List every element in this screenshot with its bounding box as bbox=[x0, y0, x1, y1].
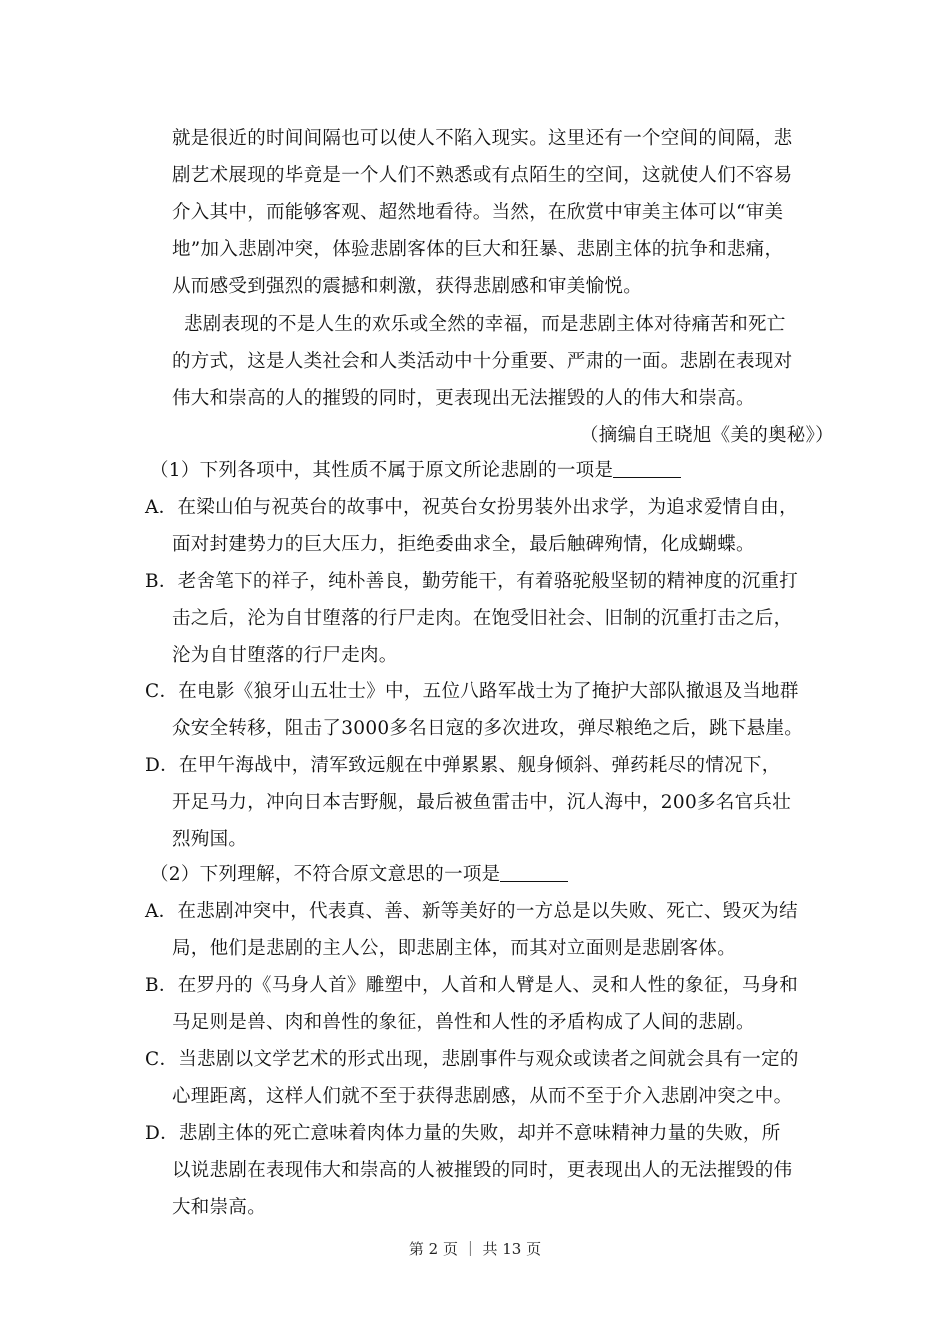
q2-option-d-line: 大和崇高。 bbox=[172, 1197, 267, 1218]
q2-option-b-line: 马足则是兽、肉和兽性的象征，兽性和人性的矛盾构成了人间的悲剧。 bbox=[172, 1012, 755, 1033]
q1-option-c-line: 众安全转移，阻击了3000多名日寇的多次进攻，弹尽粮绝之后，跳下悬崖。 bbox=[172, 718, 804, 739]
question-1-text: （1）下列各项中，其性质不属于原文所论悲剧的一项是 bbox=[150, 460, 614, 481]
passage-line: 就是很近的时间间隔也可以使人不陷入现实。这里还有一个空间的间隔，悲 bbox=[172, 128, 793, 149]
q1-option-b-line: 沦为自甘堕落的行尸走肉。 bbox=[172, 645, 398, 666]
q1-option-b-line: B．老舍笔下的祥子，纯朴善良，勤劳能干，有着骆驼般坚韧的精神度的沉重打 bbox=[145, 571, 799, 592]
passage-line: 的方式，这是人类社会和人类活动中十分重要、严肃的一面。悲剧在表现对 bbox=[172, 351, 793, 372]
q1-option-b-line: 击之后，沦为自甘堕落的行尸走肉。在饱受旧社会、旧制的沉重打击之后， bbox=[172, 608, 793, 629]
passage-line: 地”加入悲剧冲突，体验悲剧客体的巨大和狂暴、悲剧主体的抗争和悲痛， bbox=[172, 239, 784, 260]
q2-option-a-line: 局，他们是悲剧的主人公，即悲剧主体，而其对立面则是悲剧客体。 bbox=[172, 938, 737, 959]
question-2-text: （2）下列理解，不符合原文意思的一项是 bbox=[150, 864, 501, 885]
passage-line: 伟大和崇高的人的摧毁的同时，更表现出无法摧毁的人的伟大和崇高。 bbox=[172, 388, 755, 409]
q2-option-c-line: 心理距离，这样人们就不至于获得悲剧感，从而不至于介入悲剧冲突之中。 bbox=[172, 1086, 793, 1107]
passage-line: 从而感受到强烈的震撼和刺激，获得悲剧感和审美愉悦。 bbox=[172, 276, 643, 297]
q1-option-d-line: 开足马力，冲向日本吉野舰，最后被鱼雷击中，沉人海中，200多名官兵壮 bbox=[172, 792, 792, 813]
answer-blank bbox=[613, 459, 681, 478]
passage-line: 剧艺术展现的毕竟是一个人们不熟悉或有点陌生的空间，这就使人们不容易 bbox=[172, 165, 793, 186]
question-1-stem bbox=[150, 454, 790, 488]
q1-option-c-line: C．在电影《狼牙山五壮士》中，五位八路军战士为了掩护大部队撤退及当地群 bbox=[145, 681, 799, 702]
q1-option-d-line: 烈殉国。 bbox=[172, 829, 248, 850]
q2-option-c-line: C．当悲剧以文学艺术的形式出现，悲剧事件与观众或读者之间就会具有一定的 bbox=[145, 1049, 799, 1070]
q1-option-a-line: 面对封建势力的巨大压力，拒绝委曲求全，最后触碑殉情，化成蝴蝶。 bbox=[172, 534, 755, 555]
q2-option-b-line: B．在罗丹的《马身人首》雕塑中，人首和人臂是人、灵和人性的象征，马身和 bbox=[145, 975, 799, 996]
passage-source: （摘编自王晓旭《美的奥秘》） bbox=[580, 425, 834, 446]
answer-blank bbox=[500, 863, 568, 882]
q1-option-a-line: A．在梁山伯与祝英台的故事中，祝英台女扮男装外出求学，为追求爱情自由， bbox=[145, 497, 798, 518]
q1-option-d-line: D．在甲午海战中，清军致远舰在中弹累累、舰身倾斜、弹药耗尽的情况下， bbox=[145, 755, 781, 776]
page-footer: 第 2 页 ｜ 共 13 页 bbox=[408, 1240, 542, 1258]
passage-line: 悲剧表现的不是人生的欢乐或全然的幸福，而是悲剧主体对待痛苦和死亡 bbox=[184, 314, 786, 335]
passage-line: 介入其中，而能够客观、超然地看待。当然，在欣赏中审美主体可以“审美 bbox=[172, 202, 784, 223]
question-2-stem bbox=[150, 858, 790, 892]
q2-option-a-line: A．在悲剧冲突中，代表真、善、新等美好的一方总是以失败、死亡、毁灭为结 bbox=[145, 901, 798, 922]
q2-option-d-line: 以说悲剧在表现伟大和崇高的人被摧毁的同时，更表现出人的无法摧毁的伟 bbox=[172, 1160, 793, 1181]
q2-option-d-line: D．悲剧主体的死亡意味着肉体力量的失败，却并不意味精神力量的失败，所 bbox=[145, 1123, 781, 1144]
